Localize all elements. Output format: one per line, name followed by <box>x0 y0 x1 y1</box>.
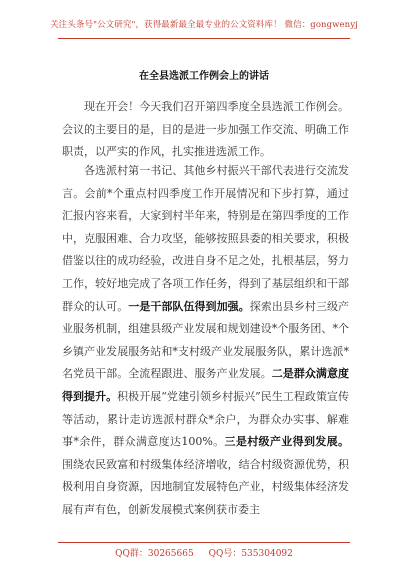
paragraph-1-text: 现在开会！今天我们召开第四季度全县选派工作例会。会议的主要目的是，目的是进一步加强工作交流、明确工作职责，以严实的作风，扎实推进选派工作。 <box>62 100 349 159</box>
paragraph-2-part-c: 积极开展“党建引领乡村振兴”民生工程政策宣传等活动，累计走访选派村群众*余户，为群众办实事、解难事*余件，群众满意度达100%。 <box>62 389 350 449</box>
header-banner: 关注头条号"公文研究"，获得最新最全最专业的公文资料库！ 微信：gongwenyj <box>50 20 358 30</box>
footer-banner <box>0 546 408 559</box>
paragraph-1 <box>62 96 349 164</box>
document-title: 在全县选派工作例会上的讲话 <box>139 71 269 82</box>
footer-divider <box>58 542 350 543</box>
qq-group: QQ群：30265665 <box>115 549 194 559</box>
highlight-cadre-team: 一是干部队伍得到加强。 <box>128 299 250 313</box>
paragraph-2 <box>62 160 349 522</box>
paragraph-2-part-d: 围绕农民致富和村级集体经济增收，结合村级资源优势，积极利用自身资源，因地制宜发展特色产业，村级集体经济发展有声有色，创新发展模式案例获市委主 <box>62 457 349 516</box>
paragraph-2-text <box>62 160 349 522</box>
highlight-industry: 三是村级产业得到发展。 <box>224 435 349 449</box>
header-divider <box>58 38 350 39</box>
paragraph-2-intro: 各选派村第一书记、其他乡村振兴干部代表进行交流发言。会前*个重点村四季度工作开展情况和下步打算，通过汇报内容来看，大家到村半年来，特别是在第四季度的工作中，克服困难、合力攻坚，能够按照县委的相关要求，积极借鉴以往的成功经验，改进自身不足之处，扎根基层，努力工作，较好地完成了各项工作任务，得到了基层组织和干部群众的认可。 <box>62 164 349 313</box>
highlight-satisfaction: 二是群众满意度得到提升。 <box>62 367 350 403</box>
qq-number: QQ号：535304092 <box>208 549 293 559</box>
paragraph-2-part-b: 探索出县乡村三级产业服务机制，组建县级产业发展和规划建设*个服务团、*个乡镇产业发展服务站和*支村级产业发展服务队，累计选派*名党员干部。全流程跟进、服务产业发展。 <box>62 299 350 381</box>
